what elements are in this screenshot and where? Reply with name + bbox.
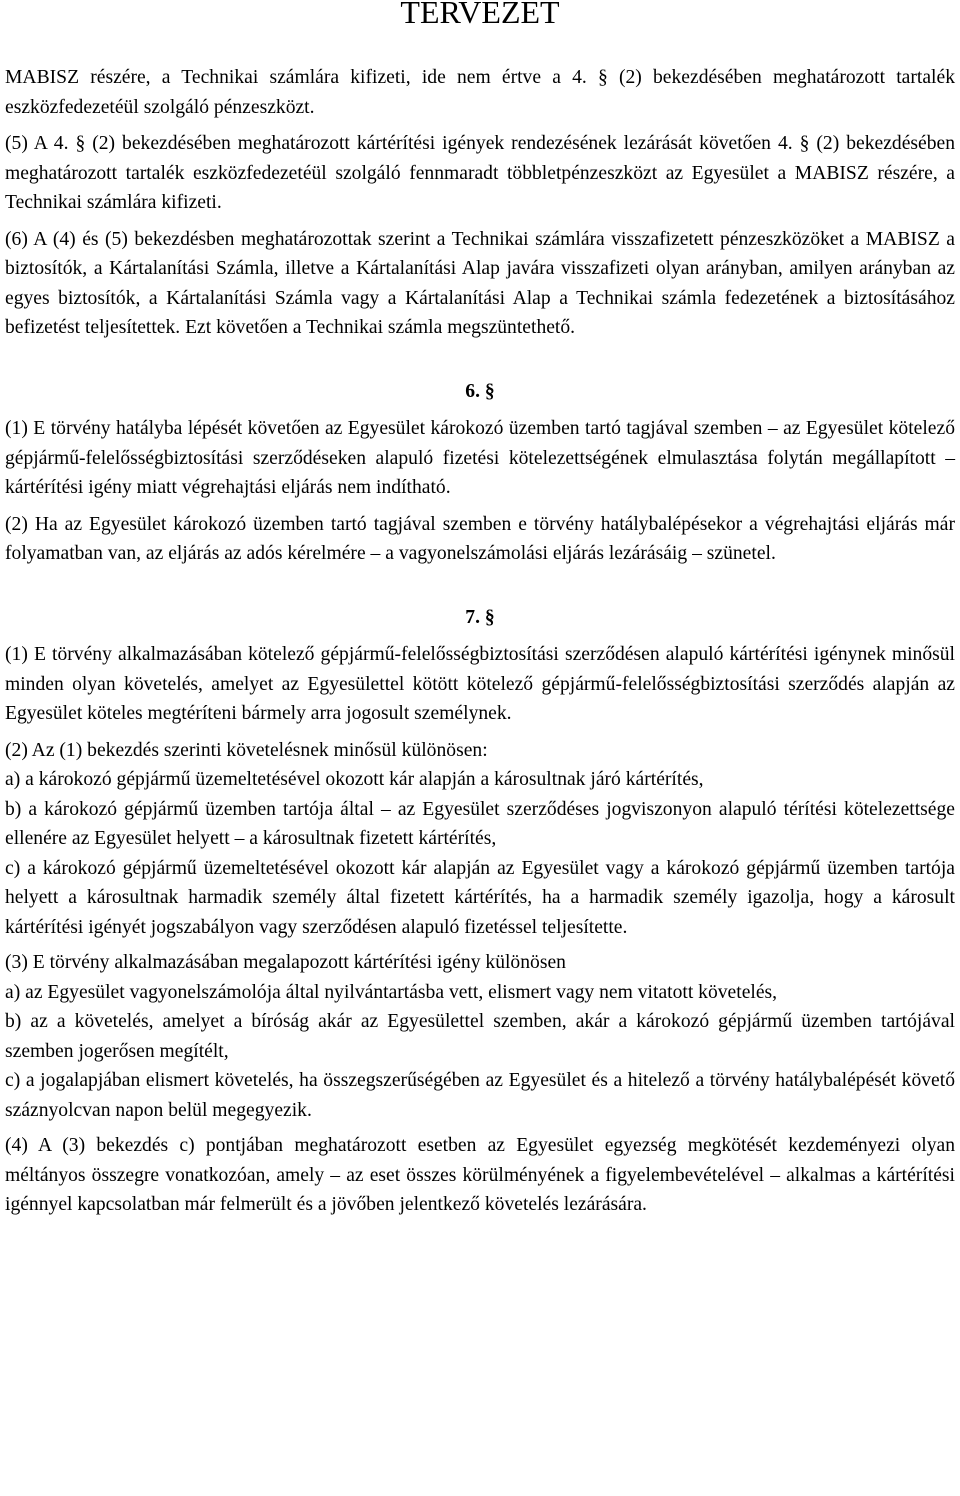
list-item: a) a károkozó gépjármű üzemeltetésével okozott kár alapján a károsultnak járó kártérítés, xyxy=(5,769,704,790)
section-7-number: 7. xyxy=(465,606,480,628)
section-7-paragraph-3 xyxy=(5,948,955,1125)
section-7-heading xyxy=(5,603,955,633)
list-item: c) a jogalapjában elismert követelés, ha összegszerűségében az Egyesület és a hitelező a törvény hatálybalépését követő száznyolcvan napon belül megegyezik. xyxy=(5,1070,955,1121)
section-6-paragraph-1: (1) E törvény hatályba lépését követően az Egyesület károkozó üzemben tartó tagjával szemben – az Egyesület kötelező gépjármű-felelősségbiztosítási szerződéseken alapuló fizetési kötelezettségének elmulasztása folytán megállapított – kártérítési igény miatt végrehajtási eljárás nem indítható. xyxy=(5,418,955,498)
paragraph-intro-5: (5) A 4. § (2) bekezdésében meghatározott kártérítési igények rendezésének lezárását követően 4. § (2) bekezdésében meghatározott tartalék eszközfedezetéül szolgáló fennmaradt többletpénzeszközt az Egyesület a MABISZ részére, a Technikai számlára kifizeti. xyxy=(5,133,955,213)
section-7-paragraph-1: (1) E törvény alkalmazásában kötelező gépjármű-felelősségbiztosítási szerződésen alapuló kártérítési igénynek minősül minden olyan követelés, amelyet az Egyesülettel kötött kötelező gépjármű-felelősségbiztosítási szerződés alapján az Egyesület köteles megtéríteni bármely arra jogosult személynek. xyxy=(5,644,955,724)
section-symbol: § xyxy=(484,606,495,628)
document-page xyxy=(5,0,955,1227)
document-title: TERVEZET xyxy=(400,0,560,30)
paragraph-intro-1: MABISZ részére, a Technikai számlára kifizeti, ide nem értve a 4. § (2) bekezdésében meghatározott tartalék eszközfedezetéül szolgáló pénzeszközt. xyxy=(5,67,955,118)
list-item: b) a károkozó gépjármű üzemben tartója által – az Egyesület szerződéses jogviszonyon alapuló térítési kötelezettsége ellenére az Egyesület helyett – a károsultnak fizetett kártérítés, xyxy=(5,798,955,849)
section-6-number: 6. xyxy=(465,380,480,402)
section-7-paragraph-2 xyxy=(5,736,955,943)
section-7-paragraph-4: (4) A (3) bekezdés c) pontjában meghatározott esetben az Egyesület egyezség megkötését kezdeményezi olyan méltányos összegre vonatkozóan, amely – az eset összes körülményének a figyelembevételével – alkalmas a kártérítési igénnyel kapcsolatban már felmerült és a jövőben jelentkező követelés lezárására. xyxy=(5,1135,955,1215)
paragraph-intro-6: (6) A (4) és (5) bekezdésben meghatározottak szerint a Technikai számlára visszafizetett pénzeszközöket a MABISZ a biztosítók, a Kártalanítási Számla, illetve a Kártalanítási Alap javára visszafizeti olyan arányban, amilyen arányban az egyes biztosítók, a Kártalanítási Számla vagy a Kártalanítási Alap a Technikai számla fedezetének a biztosításához befizetést teljesítettek. Ezt követően a Technikai számla megszüntethető. xyxy=(5,228,955,338)
section-symbol: § xyxy=(484,380,495,402)
paragraph-3-intro: (3) E törvény alkalmazásában megalapozott kártérítési igény különösen xyxy=(5,952,566,973)
list-item: c) a károkozó gépjármű üzemeltetésével okozott kár alapján az Egyesület vagy a károkozó gépjármű üzemben tartója helyett a károsultnak harmadik személy által fizetett kártérítés, ha a harmadik személy igazolja, hogy a károsult kártérítési igényét jogszabályon vagy szerződésen alapuló fizetéssel teljesítette. xyxy=(5,857,955,938)
paragraph-2-intro: (2) Az (1) bekezdés szerinti követelésnek minősül különösen: xyxy=(5,739,488,761)
list-item: b) az a követelés, amelyet a bíróság akár az Egyesülettel szemben, akár a károkozó gépjármű üzemben tartójával szemben jogerősen megítélt, xyxy=(5,1011,955,1062)
list-item: a) az Egyesület vagyonelszámolója által nyilvántartásba vett, elismert vagy nem vitatott követelés, xyxy=(5,981,778,1003)
section-6-paragraph-2: (2) Ha az Egyesület károkozó üzemben tartó tagjával szemben e törvény hatálybalépésekor a végrehajtási eljárás már folyamatban van, az eljárás az adós kérelmére – a vagyonelszámolási eljárás lezárásáig – szünetel. xyxy=(5,513,955,564)
section-6-heading xyxy=(5,377,955,407)
